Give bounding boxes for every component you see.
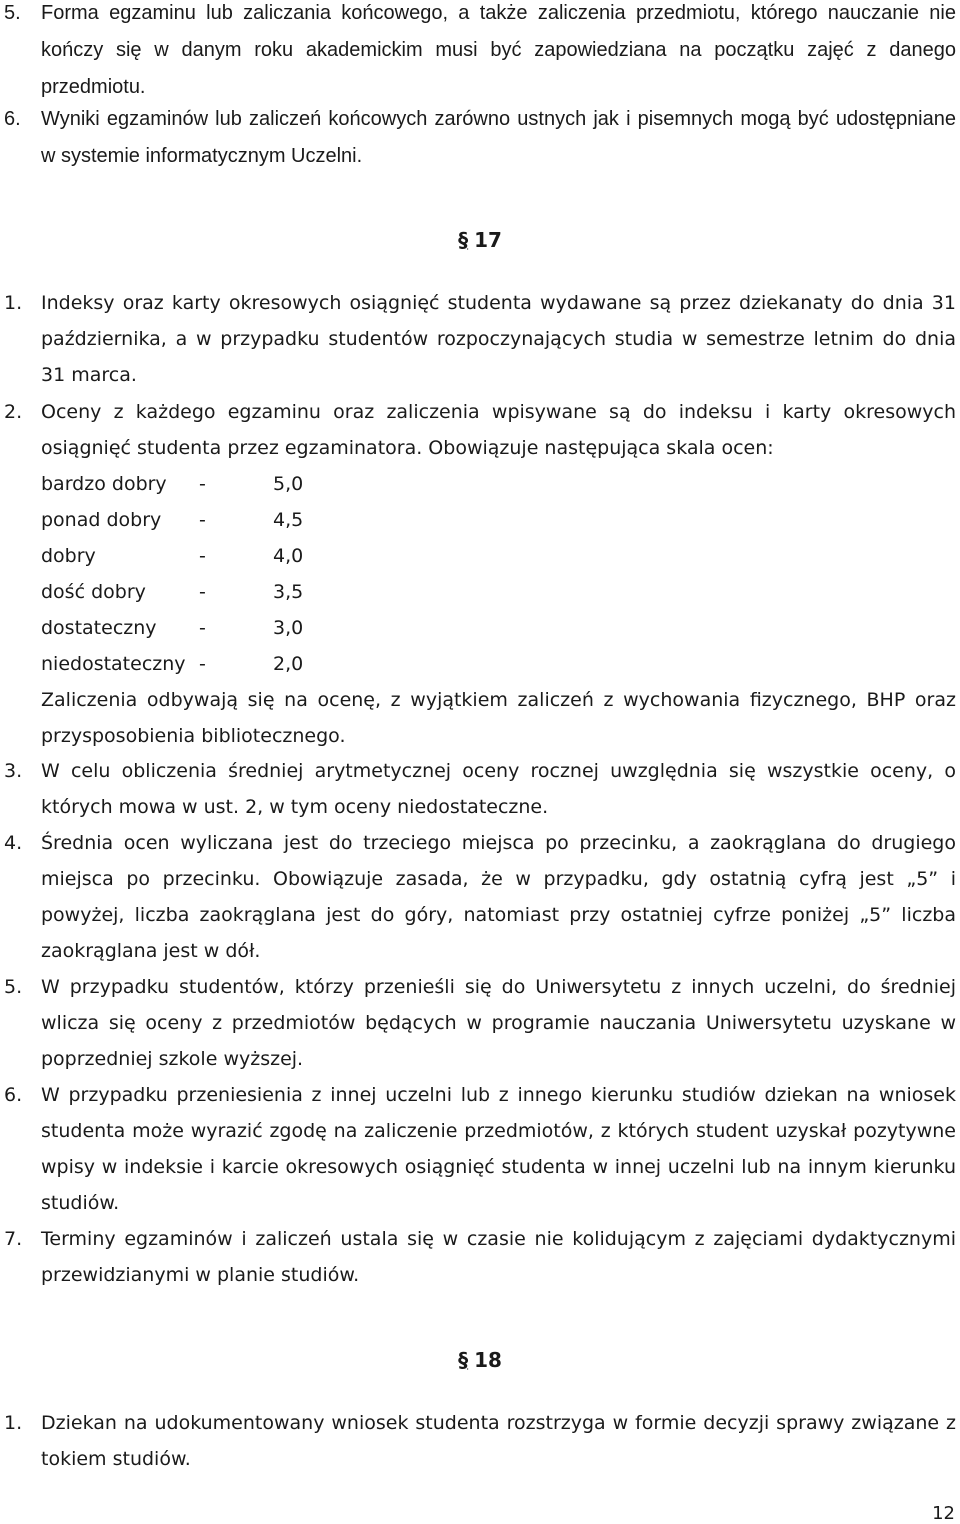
- section-symbol: §: [458, 228, 469, 252]
- item-number: 1.: [4, 292, 23, 314]
- item-number: 7.: [4, 1228, 23, 1250]
- grade-row: [41, 466, 956, 502]
- grade-row: [41, 574, 956, 610]
- grade-dash: -: [199, 653, 206, 675]
- s17-paragraph-6: [0, 1077, 956, 1221]
- item-number: 3.: [4, 760, 23, 782]
- item-text-after: Zaliczenia odbywają się na ocenę, z wyjątkiem zaliczeń z wychowania fizycznego, BHP oraz przysposobienia bibliotecznego.: [41, 689, 956, 747]
- s17-paragraph-2: [0, 394, 956, 754]
- grade-value: 5,0: [273, 473, 304, 495]
- item-text: W przypadku przeniesienia z innej uczelni lub z innego kierunku studiów dziekan na wniosek studenta może wyrazić zgodę na zaliczenie przedmiotów, z których student uzyskał pozytywne wpisy w indeksie i karcie okresowych osiągnięć studenta w innej uczelni lub na innym kierunku studiów.: [41, 1084, 956, 1214]
- grade-dash: -: [199, 581, 206, 603]
- grade-name: ponad dobry: [41, 509, 162, 531]
- grade-value: 2,0: [273, 653, 304, 675]
- item-number: 4.: [4, 832, 23, 854]
- item-number: 2.: [4, 401, 23, 423]
- item-number: 5.: [4, 976, 23, 998]
- s17-paragraph-1: [0, 285, 956, 393]
- s18-paragraph-1: [0, 1405, 956, 1477]
- grade-dash: -: [199, 473, 206, 495]
- section-number: 17: [474, 228, 502, 252]
- grade-dash: -: [199, 545, 206, 567]
- item-text: W przypadku studentów, którzy przenieśli się do Uniwersytetu z innych uczelni, do średniej wlicza się oceny z przedmiotów będących w programie nauczania Uniwersytetu uzyskane w poprzedniej szkole wyższej.: [41, 976, 956, 1070]
- page-number: 12: [932, 1503, 955, 1524]
- section-18-heading: [0, 1348, 960, 1372]
- item-text: Wyniki egzaminów lub zaliczeń końcowych zarówno ustnych jak i pisemnych mogą być udostępniane w systemie informatycznym Uczelni.: [41, 108, 956, 167]
- grade-name: dobry: [41, 545, 96, 567]
- grade-value: 3,0: [273, 617, 304, 639]
- s17-paragraph-3: [0, 753, 956, 825]
- item-number: 1.: [4, 1412, 23, 1434]
- s17-paragraph-7: [0, 1221, 956, 1293]
- paragraph-6: [0, 101, 956, 175]
- section-symbol: §: [458, 1348, 469, 1372]
- section-number: 18: [474, 1348, 502, 1372]
- item-text: W celu obliczenia średniej arytmetycznej oceny rocznej uwzględnia się wszystkie oceny, o których mowa w ust. 2, w tym oceny niedostateczne.: [41, 760, 956, 818]
- grade-name: bardzo dobry: [41, 473, 167, 495]
- item-text: Terminy egzaminów i zaliczeń ustala się w czasie nie kolidującym z zajęciami dydaktycznymi przewidzianymi w planie studiów.: [41, 1228, 956, 1286]
- item-number: 5.: [4, 2, 21, 24]
- grade-row: [41, 610, 956, 646]
- grade-scale: [41, 466, 956, 682]
- item-text: Dziekan na udokumentowany wniosek studenta rozstrzyga w formie decyzji sprawy związane z tokiem studiów.: [41, 1412, 956, 1470]
- item-text: Średnia ocen wyliczana jest do trzeciego miejsca po przecinku, a zaokrąglana do drugiego miejsca po przecinku. Obowiązuje zasada, że w przypadku, gdy ostatnią cyfrą jest „5” i powyżej, liczba zaokrąglana jest do góry, natomiast przy ostatniej cyfrze poniżej „5” liczba zaokrąglana jest w dół.: [41, 832, 956, 962]
- grade-value: 3,5: [273, 581, 304, 603]
- grade-value: 4,5: [273, 509, 304, 531]
- item-text: Forma egzaminu lub zaliczania końcowego, a także zaliczenia przedmiotu, którego nauczanie nie kończy się w danym roku akademickim musi być zapowiedziana na początku zajęć z danego przedmiotu.: [41, 2, 956, 98]
- grade-dash: -: [199, 509, 206, 531]
- item-text: Oceny z każdego egzaminu oraz zaliczenia wpisywane są do indeksu i karty okresowych osiągnięć studenta przez egzaminatora. Obowiązuje następująca skala ocen:: [41, 401, 956, 459]
- item-text: Indeksy oraz karty okresowych osiągnięć studenta wydawane są przez dziekanaty do dnia 31 października, a w przypadku studentów rozpoczynających studia w semestrze letnim do dnia 31 marca.: [41, 292, 956, 386]
- section-17-heading: [0, 228, 960, 252]
- item-number: 6.: [4, 1084, 23, 1106]
- s17-paragraph-5: [0, 969, 956, 1077]
- grade-row: [41, 646, 956, 682]
- paragraph-5: [0, 0, 956, 106]
- grade-row: [41, 538, 956, 574]
- grade-name: dostateczny: [41, 617, 157, 639]
- grade-name: dość dobry: [41, 581, 146, 603]
- item-number: 6.: [4, 108, 21, 130]
- grade-value: 4,0: [273, 545, 304, 567]
- s17-paragraph-4: [0, 825, 956, 969]
- grade-dash: -: [199, 617, 206, 639]
- grade-name: niedostateczny: [41, 653, 186, 675]
- grade-row: [41, 502, 956, 538]
